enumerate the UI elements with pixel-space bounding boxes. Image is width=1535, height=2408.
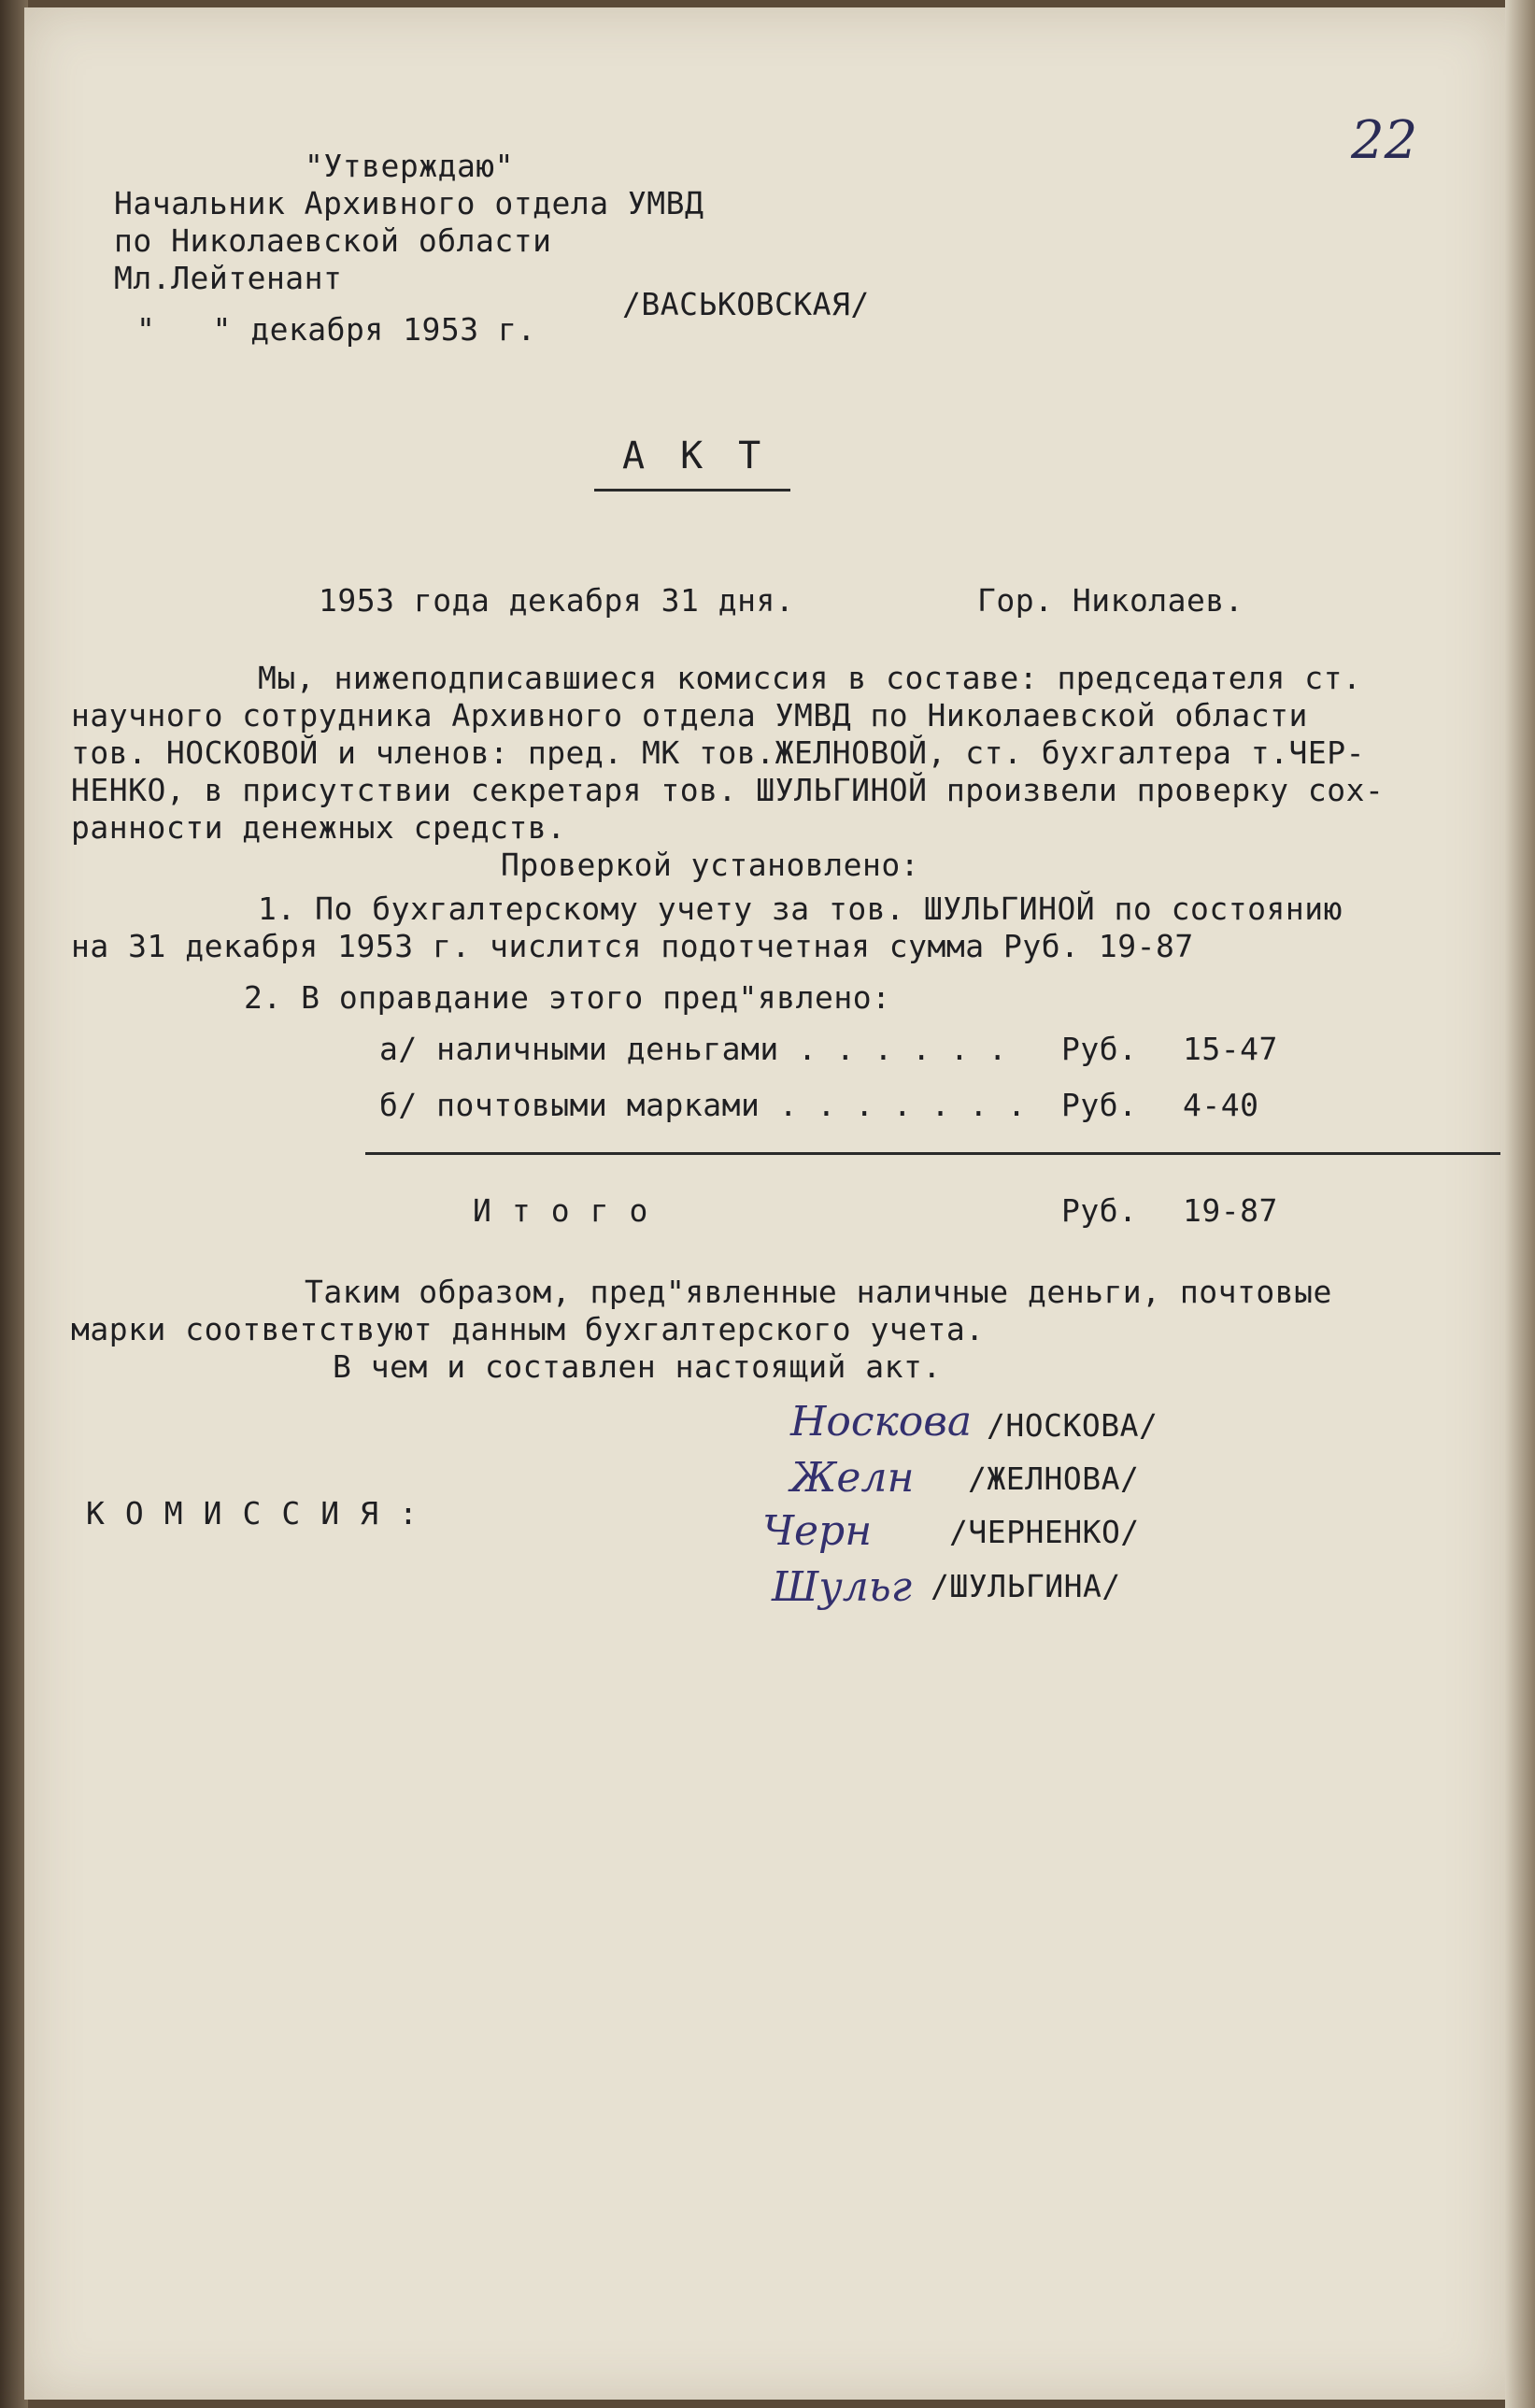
signature-chernenko: Черн — [762, 1507, 873, 1555]
intro-line-4: НЕНКО, в присутствии секретаря тов. ШУЛЬГИНОЙ произвели проверку сох- — [71, 772, 1385, 808]
item-stamps-amount: 4-40 — [1183, 1087, 1259, 1123]
commission-name-1: /НОСКОВА/ — [987, 1407, 1158, 1444]
conclusion-line-1: Таким образом, пред"явленные наличные деньги, почтовые — [305, 1274, 1332, 1310]
item-cash-label: а/ наличными деньгами . . . . . . — [379, 1031, 1008, 1067]
conclusion-line-3: В чем и составлен настоящий акт. — [333, 1348, 942, 1385]
approval-region: по Николаевской области — [114, 222, 552, 259]
commission-name-2: /ЖЕЛНОВА/ — [968, 1460, 1140, 1497]
approval-rank: Мл.Лейтенант — [114, 260, 343, 296]
intro-line-2: научного сотрудника Архивного отдела УМВД по Николаевской области — [71, 697, 1308, 734]
intro-line-5: ранности денежных средств. — [71, 809, 566, 846]
conclusion-line-2: марки соответствуют данным бухгалтерского учета. — [71, 1311, 985, 1347]
approval-position: Начальник Архивного отдела УМВД — [114, 185, 704, 221]
commission-label: КОМИССИЯ: — [86, 1495, 438, 1532]
signature-zhelnova: Желн — [790, 1454, 915, 1502]
item-1-line-1: 1. По бухгалтерскому учету за тов. ШУЛЬГИНОЙ по состоянию — [258, 891, 1343, 927]
intro-line-1: Мы, нижеподписавшиеся комиссия в составе: председателя ст. — [258, 660, 1362, 696]
item-2: 2. В оправдание этого пред"явлено: — [244, 979, 891, 1016]
total-rule — [365, 1152, 1500, 1155]
page-number: 22 — [1351, 110, 1418, 171]
item-stamps-currency: Руб. — [1061, 1087, 1138, 1123]
total-label: Итого — [473, 1192, 669, 1229]
item-cash-amount: 15-47 — [1183, 1031, 1278, 1067]
approval-signature-name: /ВАСЬКОВСКАЯ/ — [622, 286, 870, 322]
title-underline — [594, 489, 790, 492]
item-stamps-label: б/ почтовыми марками . . . . . . . — [379, 1087, 1027, 1123]
act-date: 1953 года декабря 31 дня. — [319, 582, 795, 619]
act-place: Гор. Николаев. — [977, 582, 1244, 619]
total-currency: Руб. — [1061, 1192, 1138, 1229]
signature-shulgina: Шульг — [772, 1563, 912, 1611]
approval-title: "Утверждаю" — [305, 148, 515, 184]
total-amount: 19-87 — [1183, 1192, 1278, 1229]
document-title: АКТ — [622, 435, 797, 477]
intro-line-3: тов. НОСКОВОЙ и членов: пред. МК тов.ЖЕЛНОВОЙ, ст. бухгалтера т.ЧЕР- — [71, 734, 1366, 771]
document-page — [24, 7, 1505, 2400]
page-edge — [1505, 0, 1535, 2408]
commission-name-4: /ШУЛЬГИНА/ — [931, 1568, 1121, 1604]
item-cash-currency: Руб. — [1061, 1031, 1138, 1067]
signature-noskova: Носкова — [790, 1398, 973, 1446]
found-heading: Проверкой установлено: — [501, 847, 920, 883]
item-1-line-2: на 31 декабря 1953 г. числится подотчетная сумма Руб. 19-87 — [71, 928, 1194, 964]
commission-name-3: /ЧЕРНЕНКО/ — [949, 1514, 1140, 1550]
approval-date: " " декабря 1953 г. — [136, 311, 536, 348]
